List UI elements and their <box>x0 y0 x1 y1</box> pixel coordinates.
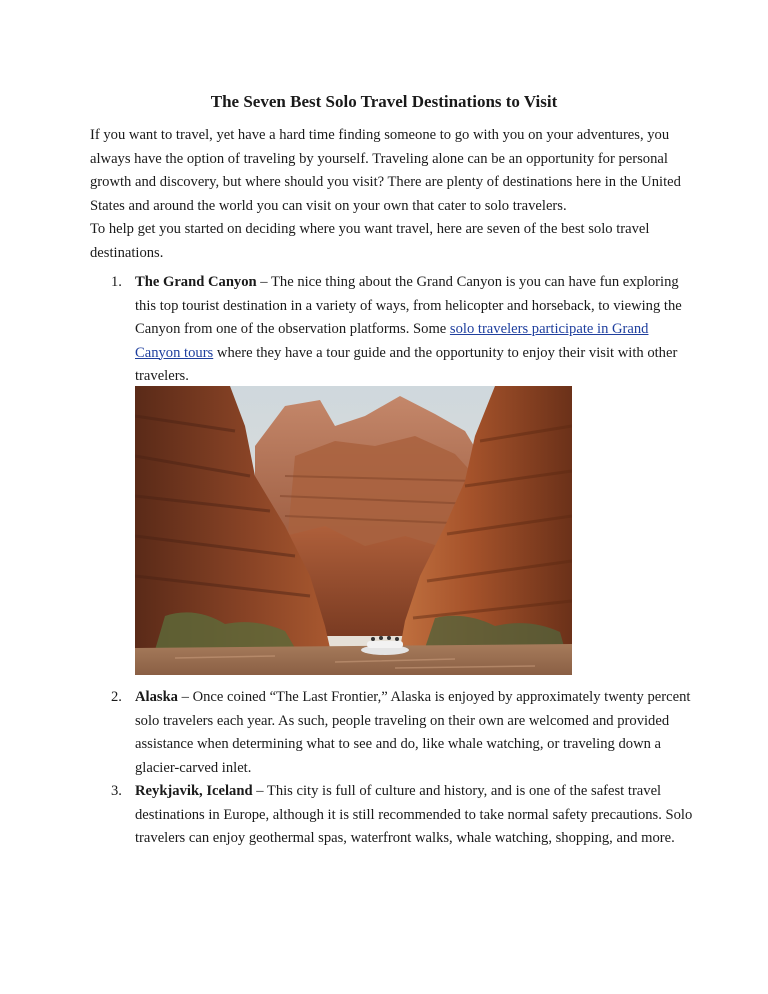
intro-paragraph: If you want to travel, yet have a hard time finding someone to go with you on your adventures, you always have the option of traveling by yourself. Traveling alone can be an opportunity for personal growth and discovery, but where should you visit? There are plenty of destinations here in the United States and around the world you can visit on your own that cater to solo travelers. <box>90 127 681 214</box>
list-item <box>111 686 695 780</box>
list-item-term: Alaska <box>135 689 178 705</box>
list-number: 1. <box>111 274 122 290</box>
list-item <box>111 780 695 851</box>
page-title: The Seven Best Solo Travel Destinations to Visit <box>210 92 558 111</box>
grand-canyon-tours-link[interactable]: solo travelers participate in Grand Canyon tours <box>135 321 649 361</box>
list-number: 2. <box>111 689 122 705</box>
list-item-text: – This city is full of culture and history, and is one of the safest travel destinations in Europe, although it is still recommended to take normal safety precautions. Solo travelers can enjoy geothermal spas, waterfront walks, whale watching, shopping, and more. <box>135 783 693 846</box>
lead-paragraph: To help get you started on deciding where you want travel, here are seven of the best solo travel destinations. <box>90 221 650 261</box>
grand-canyon-photo <box>135 386 572 675</box>
list-item-term: Reykjavik, Iceland <box>135 783 253 799</box>
list-item-text: where they have a tour guide and the opportunity to enjoy their visit with other travelers. <box>135 344 678 384</box>
list-item-text: – The nice thing about the Grand Canyon is you can have fun exploring this top tourist destination in a variety of ways, from helicopter and horseback, to viewing the Canyon from one of the observation platforms. Some <box>135 274 682 337</box>
list-item-text: – Once coined “The Last Frontier,” Alaska is enjoyed by approximately twenty percent solo travelers each year. As such, people traveling on their own are welcomed and provided assistance when determining what to see and do, like whale watching, or traveling down a glacier-carved inlet. <box>135 689 691 776</box>
list-number: 3. <box>111 783 122 799</box>
list-item <box>111 271 695 389</box>
list-item-term: The Grand Canyon <box>135 274 257 290</box>
